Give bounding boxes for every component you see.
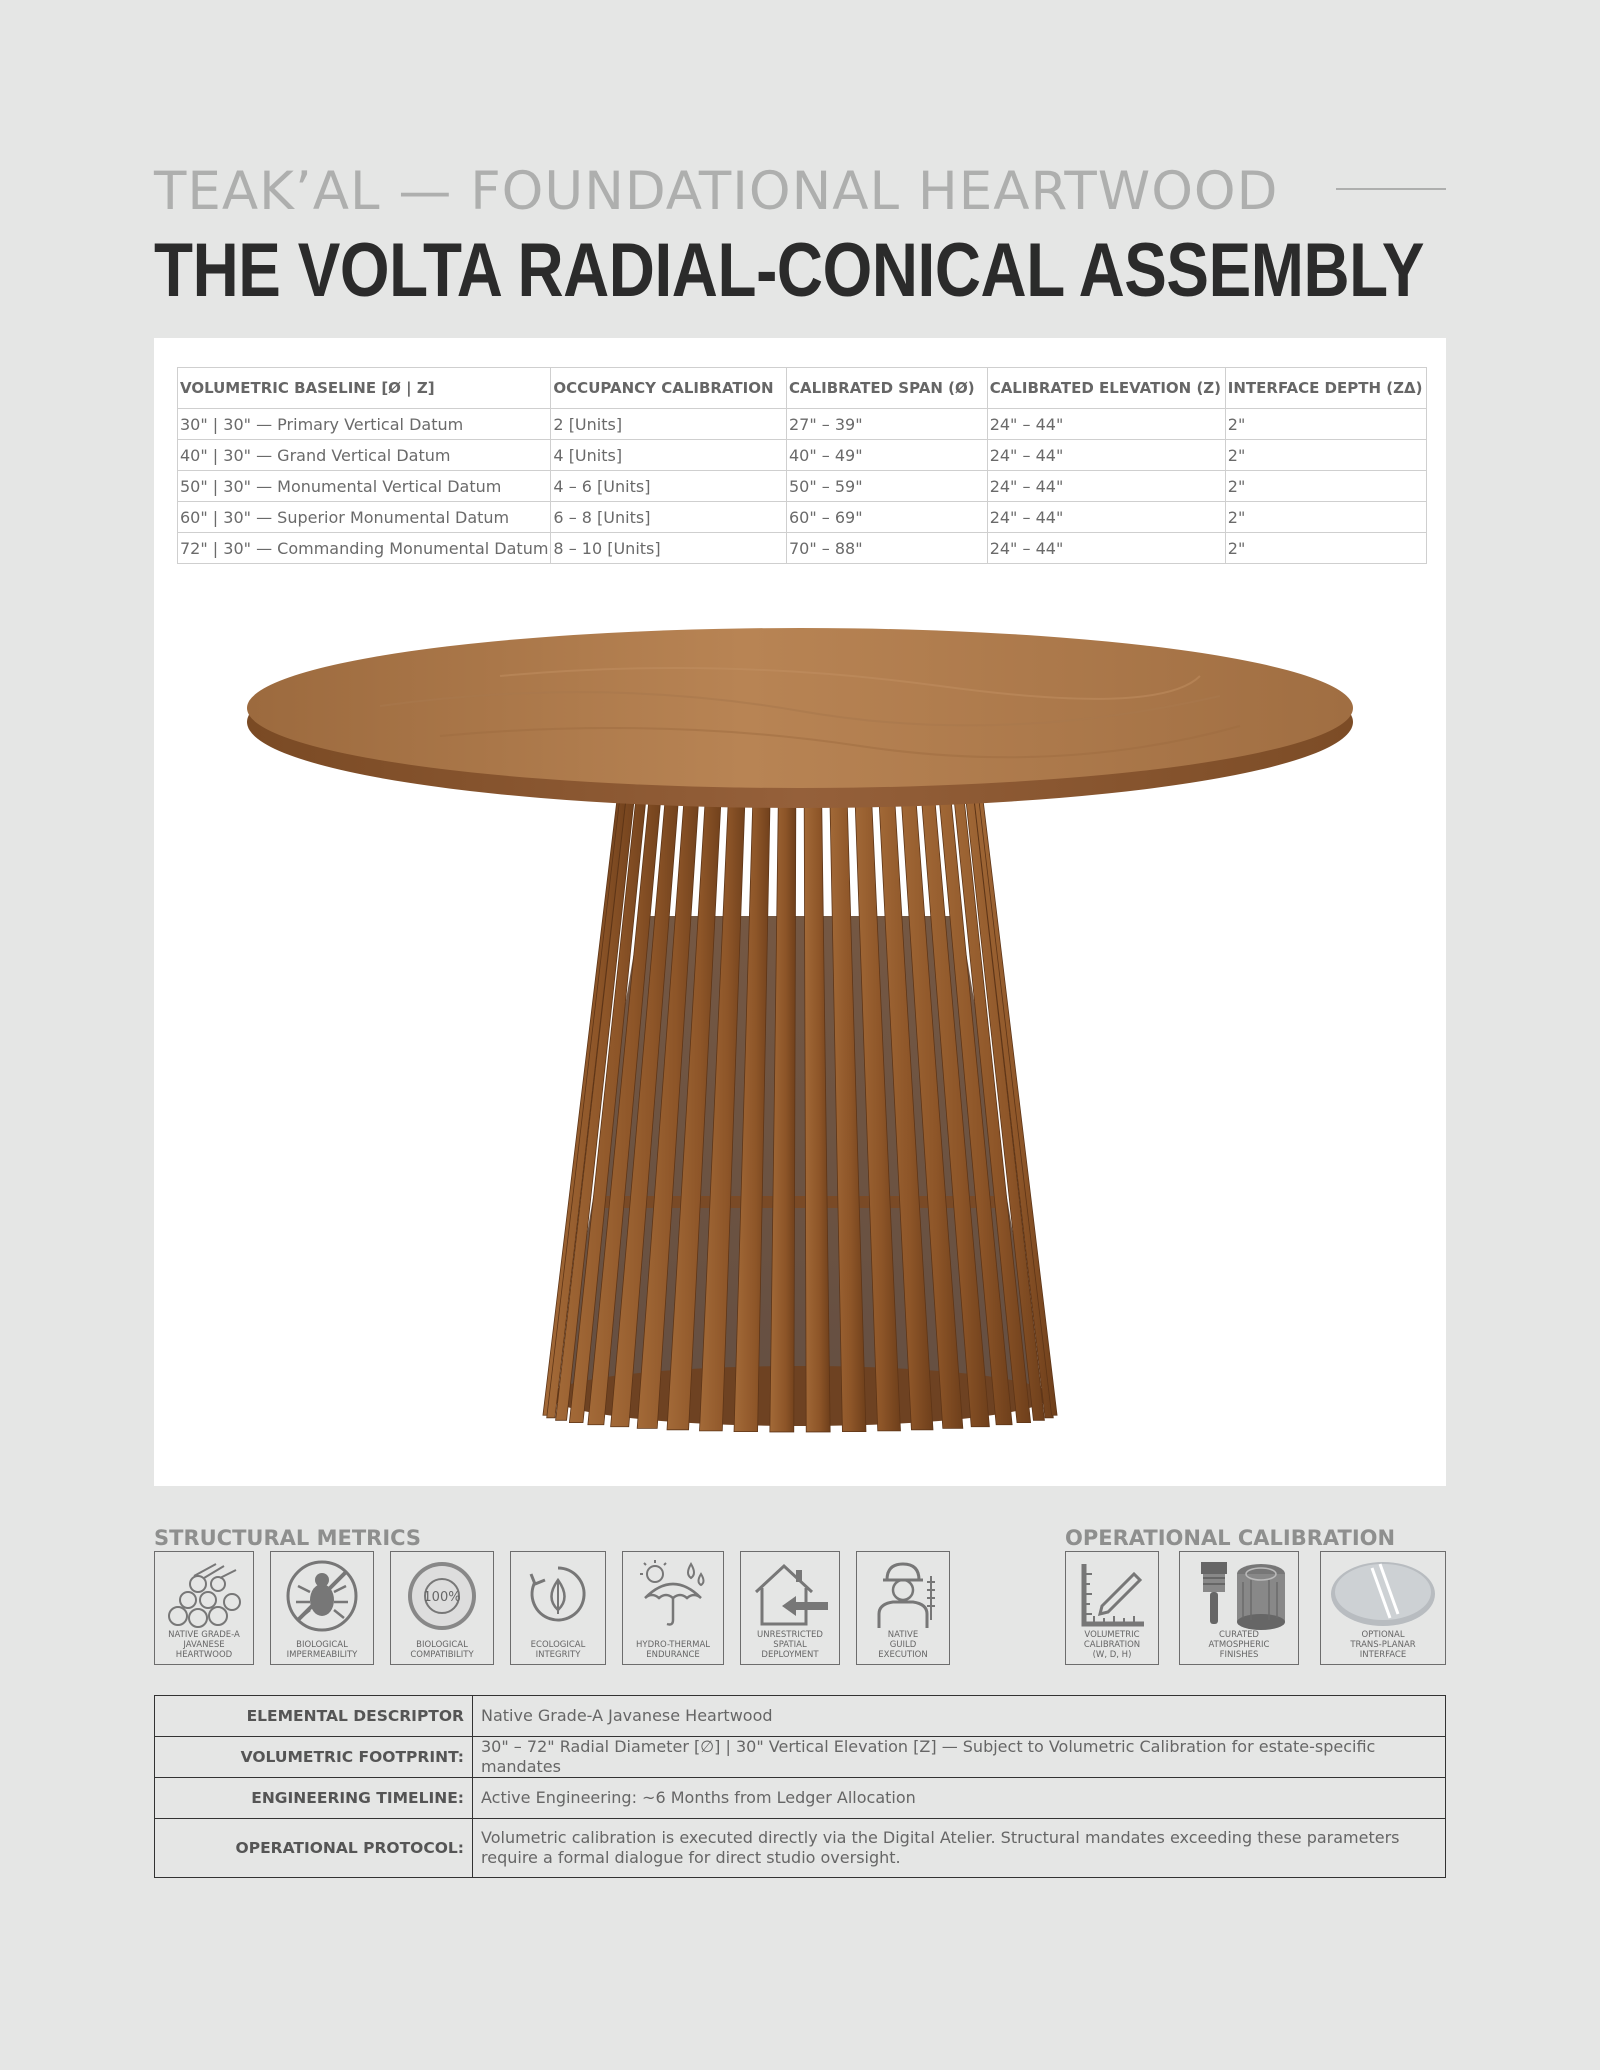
brand-header [154,160,1446,220]
spec-header-cell: INTERFACE DEPTH (ZΔ) [1225,368,1426,409]
table-row [155,1696,1446,1737]
no-bug-icon [282,1558,362,1634]
brand-rule [1336,188,1446,190]
badge-impermeability [270,1551,374,1665]
brush-wood-icon [1189,1558,1289,1634]
recycle-leaf-icon [523,1558,593,1630]
spec-table [177,367,1427,564]
spec-cell: 27" – 39" [786,409,987,440]
structural-metrics-label: STRUCTURAL METRICS [154,1526,422,1550]
spec-cell: 60" – 69" [786,502,987,533]
badge-label: BIOLOGICAL COMPATIBILITY [410,1640,474,1660]
spec-header-cell: CALIBRATED ELEVATION (Z) [987,368,1225,409]
table-row [178,502,1427,533]
badge-heartwood [154,1551,254,1665]
badge-interface [1320,1551,1446,1665]
spec-cell: 4 [Units] [551,440,787,471]
table-row [155,1737,1446,1778]
detail-value: Active Engineering: ~6 Months from Ledger Allocation [473,1778,1446,1819]
spec-cell: 2 [Units] [551,409,787,440]
house-arrow-icon [748,1558,832,1634]
detail-value: 30" – 72" Radial Diameter [∅] | 30" Vertical Elevation [Z] — Subject to Volumetric Calibration for estate-specific mandates [473,1737,1446,1778]
spec-cell: 2" [1225,502,1426,533]
detail-key: ELEMENTAL DESCRIPTOR [155,1696,473,1737]
product-image [240,596,1360,1476]
spec-cell: 4 – 6 [Units] [551,471,787,502]
badge-label: ECOLOGICAL INTEGRITY [530,1640,586,1660]
spec-cell: 60" | 30" — Superior Monumental Datum [178,502,551,533]
logs-icon [164,1558,244,1634]
badge-label: BIOLOGICAL IMPERMEABILITY [286,1640,358,1660]
badge-label: VOLUMETRIC CALIBRATION (W, D, H) [1083,1630,1141,1660]
sun-umbrella-icon [633,1558,713,1634]
detail-value: Volumetric calibration is executed directly via the Digital Atelier. Structural mandates exceeding these parameters require a formal dialogue for direct studio oversight. [473,1819,1446,1878]
page-title: THE VOLTA RADIAL-CONICAL ASSEMBLY [154,228,1425,313]
spec-header-row [178,368,1427,409]
details-table [154,1695,1446,1878]
spec-cell: 30" | 30" — Primary Vertical Datum [178,409,551,440]
detail-key: ENGINEERING TIMELINE: [155,1778,473,1819]
detail-value: Native Grade-A Javanese Heartwood [473,1696,1446,1737]
ruler-pencil-icon [1074,1558,1150,1634]
brand-line: TEAK’AL — FOUNDATIONAL HEARTWOOD [154,161,1279,222]
table-row [155,1778,1446,1819]
product-panel [154,338,1446,1486]
spec-cell: 8 – 10 [Units] [551,533,787,564]
table-row [178,471,1427,502]
spec-header-cell: OCCUPANCY CALIBRATION [551,368,787,409]
badge-label: NATIVE GUILD EXECUTION [878,1630,928,1660]
spec-cell: 2" [1225,471,1426,502]
badge-label: UNRESTRICTED SPATIAL DEPLOYMENT [757,1630,823,1660]
operational-calibration-label: OPERATIONAL CALIBRATION [1065,1526,1396,1550]
badge-label: OPTIONAL TRANS-PLANAR INTERFACE [1350,1630,1416,1660]
spec-cell: 70" – 88" [786,533,987,564]
spec-cell: 2" [1225,409,1426,440]
spec-cell: 24" – 44" [987,471,1225,502]
seal-text: 100% [423,1590,461,1605]
spec-cell: 24" – 44" [987,440,1225,471]
badge-ecological [510,1551,606,1665]
spec-cell: 24" – 44" [987,409,1225,440]
detail-key: OPERATIONAL PROTOCOL: [155,1819,473,1878]
spec-cell: 40" – 49" [786,440,987,471]
detail-key: VOLUMETRIC FOOTPRINT: [155,1737,473,1778]
spec-cell: 2" [1225,533,1426,564]
badge-hydro-thermal [622,1551,724,1665]
badge-volumetric [1065,1551,1159,1665]
spec-cell: 6 – 8 [Units] [551,502,787,533]
spec-cell: 72" | 30" — Commanding Monumental Datum [178,533,551,564]
glass-disc-icon [1328,1558,1438,1634]
spec-header-cell: VOLUMETRIC BASELINE [Ø | Z] [178,368,551,409]
badge-compatibility [390,1551,494,1665]
spec-cell: 24" – 44" [987,533,1225,564]
spec-cell: 40" | 30" — Grand Vertical Datum [178,440,551,471]
spec-cell: 50" | 30" — Monumental Vertical Datum [178,471,551,502]
badge-spatial [740,1551,840,1665]
badge-label: NATIVE GRADE-A JAVANESE HEARTWOOD [168,1630,240,1660]
table-row [178,440,1427,471]
worker-icon [865,1558,941,1634]
table-row [178,409,1427,440]
spec-header-cell: CALIBRATED SPAN (Ø) [786,368,987,409]
spec-cell: 24" – 44" [987,502,1225,533]
table-row [155,1819,1446,1878]
badge-label: CURATED ATMOSPHERIC FINISHES [1208,1630,1270,1660]
seal-icon [402,1558,482,1634]
badge-label: HYDRO-THERMAL ENDURANCE [636,1640,710,1660]
table-row [178,533,1427,564]
badge-finishes [1179,1551,1299,1665]
badge-guild [856,1551,950,1665]
spec-cell: 50" – 59" [786,471,987,502]
spec-cell: 2" [1225,440,1426,471]
